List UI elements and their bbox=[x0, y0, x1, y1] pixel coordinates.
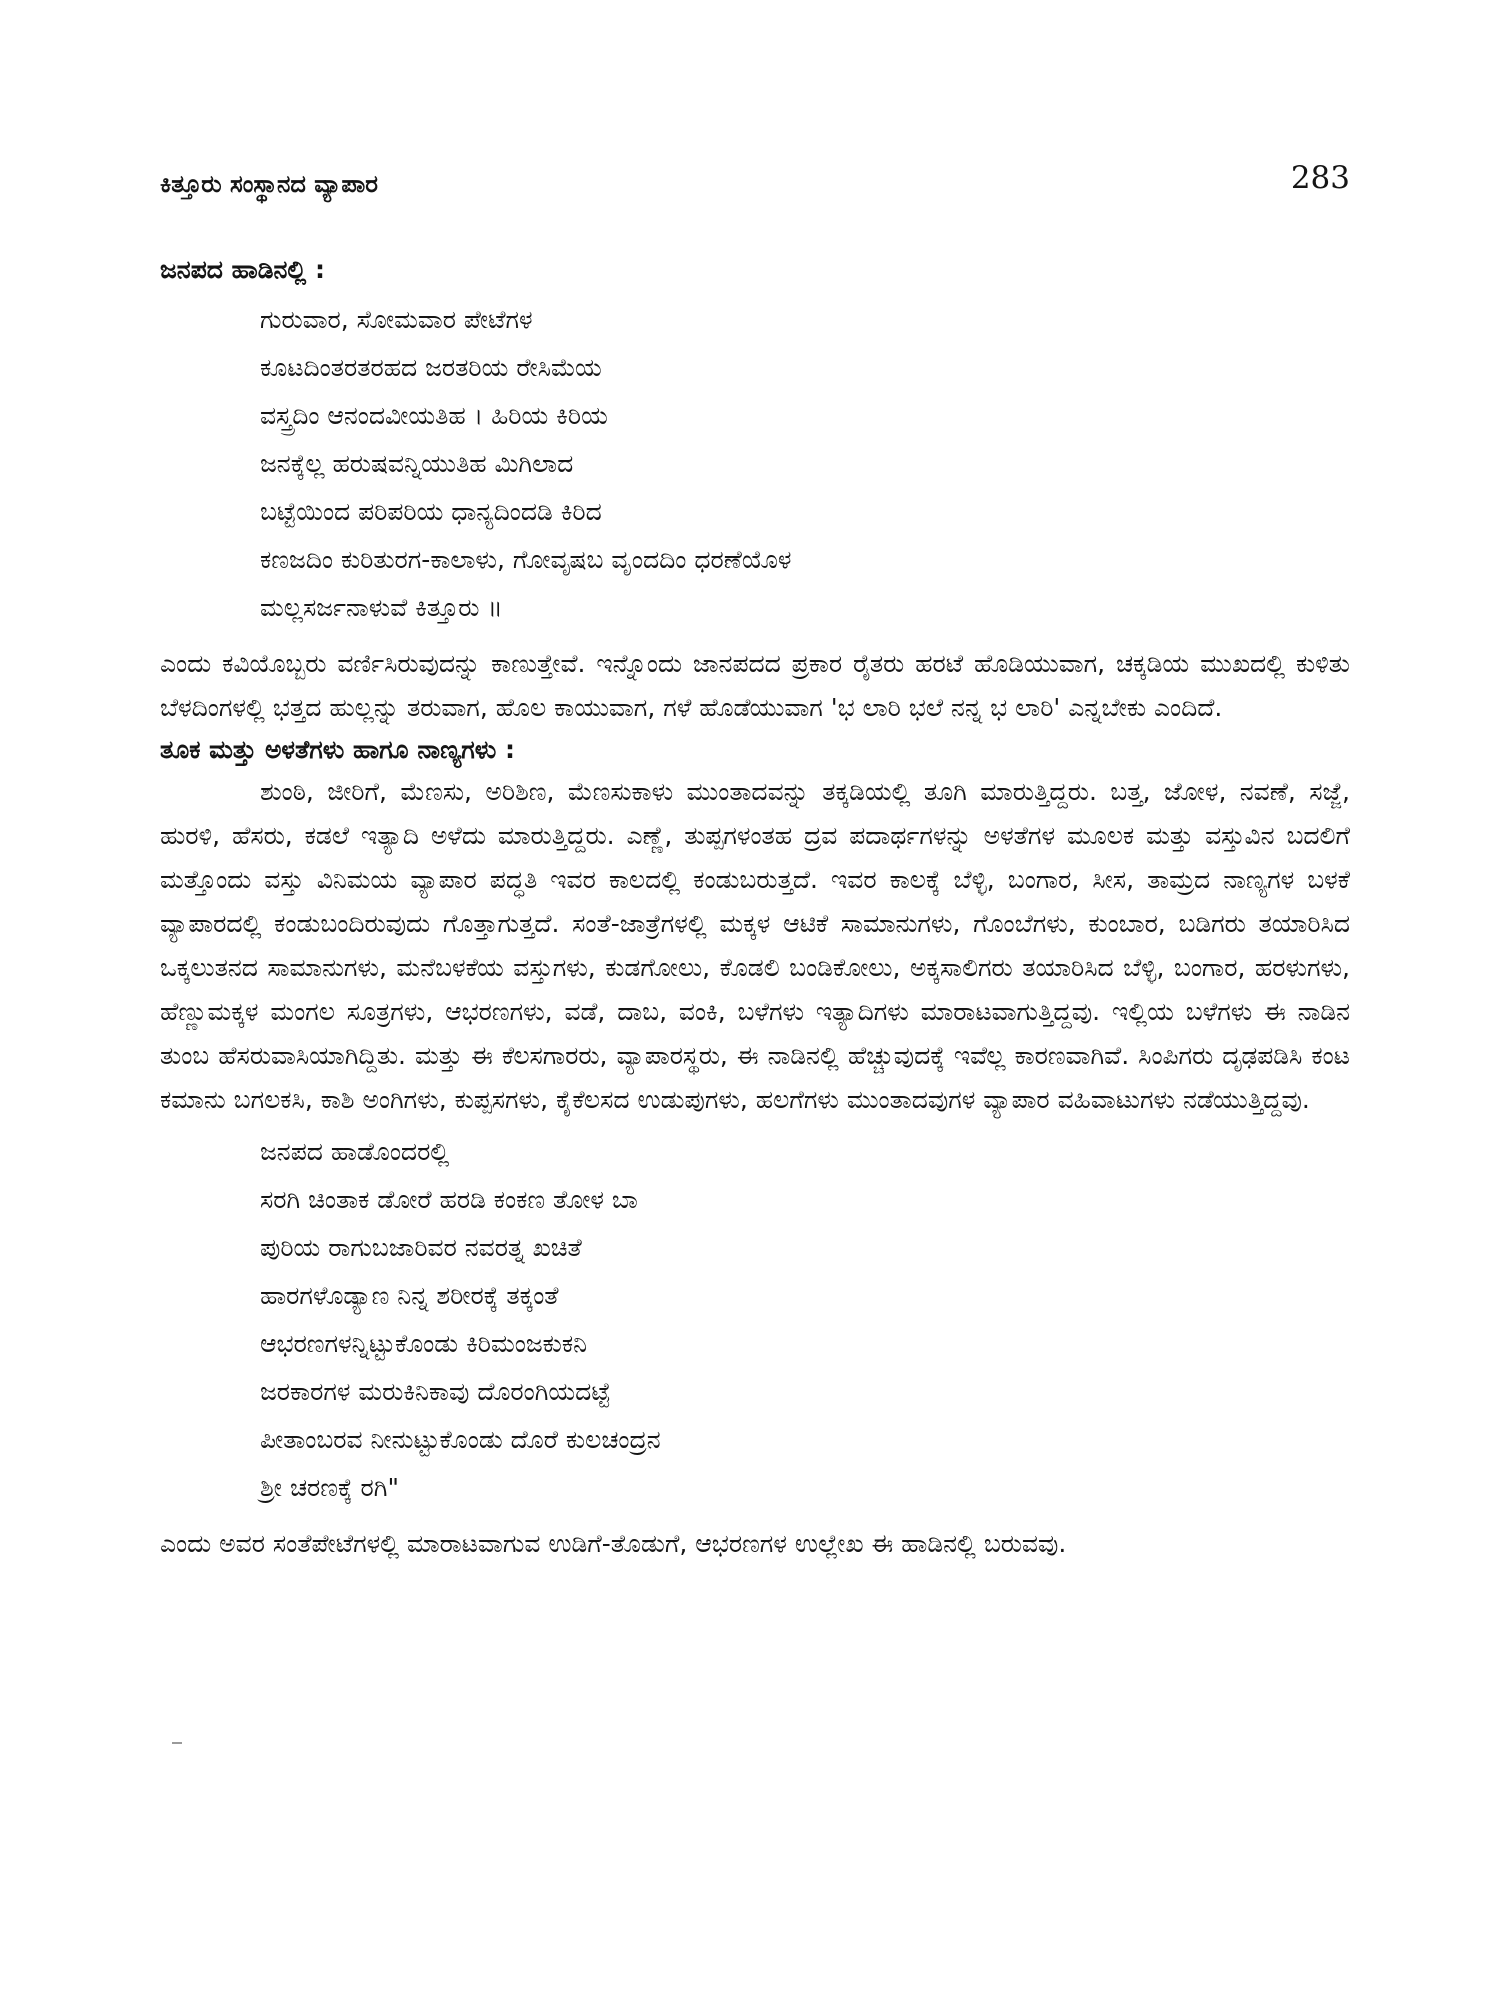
page-number: 283 bbox=[1290, 160, 1350, 196]
running-title: ಕಿತ್ತೂರು ಸಂಸ್ಥಾನದ ವ್ಯಾಪಾರ bbox=[160, 170, 378, 198]
verse-line: ಗುರುವಾರ, ಸೋಮವಾರ ಪೇಟೆಗಳ bbox=[260, 305, 533, 334]
verse-line: ಶ್ರೀ ಚರಣಕ್ಕೆ ರಗಿ" bbox=[260, 1473, 399, 1502]
folk-verse-1 bbox=[160, 296, 1350, 632]
scan-speck bbox=[172, 1742, 182, 1744]
verse-line: ಹಾರಗಳೊಡ್ಯಾಣ ನಿನ್ನ ಶರೀರಕ್ಕೆ ತಕ್ಕಂತೆ bbox=[260, 1281, 559, 1310]
body-paragraph: ಶುಂಠಿ, ಜೀರಿಗೆ, ಮೆಣಸು, ಅರಿಶಿಣ, ಮೆಣಸುಕಾಳು ಮುಂತಾದವನ್ನು ತಕ್ಕಡಿಯಲ್ಲಿ ತೂಗಿ ಮಾರುತ್ತಿದ್ದರು. ಬತ್ತ, ಜೋಳ, ನವಣೆ, ಸಜ್ಜೆ, ಹುರಳಿ, ಹೆಸರು, ಕಡಲೆ ಇತ್ಯಾದಿ ಅಳೆದು ಮಾರುತ್ತಿದ್ದರು. ಎಣ್ಣೆ, ತುಪ್ಪಗಳಂತಹ ದ್ರವ ಪದಾರ್ಥಗಳನ್ನು ಅಳತೆಗಳ ಮೂಲಕ ಮತ್ತು ವಸ್ತುವಿನ ಬದಲಿಗೆ ಮತ್ತೊಂದು ವಸ್ತು ವಿನಿಮಯ ವ್ಯಾಪಾರ ಪದ್ಧತಿ ಇವರ ಕಾಲದಲ್ಲಿ ಕಂಡುಬರುತ್ತದೆ. ಇವರ ಕಾಲಕ್ಕೆ ಬೆಳ್ಳಿ, ಬಂಗಾರ, ಸೀಸ, ತಾಮ್ರದ ನಾಣ್ಯಗಳ ಬಳಕೆ ವ್ಯಾಪಾರದಲ್ಲಿ ಕಂಡುಬಂದಿರುವುದು ಗೊತ್ತಾಗುತ್ತದೆ. ಸಂತೆ-ಜಾತ್ರೆಗಳಲ್ಲಿ ಮಕ್ಕಳ ಆಟಿಕೆ ಸಾಮಾನುಗಳು, ಗೊಂಬೆಗಳು, ಕುಂಬಾರ, ಬಡಿಗರು ತಯಾರಿಸಿದ ಒಕ್ಕಲುತನದ ಸಾಮಾನುಗಳು, ಮನೆಬಳಕೆಯ ವಸ್ತುಗಳು, ಕುಡಗೋಲು, ಕೊಡಲಿ ಬಂಡಿಕೋಲು, ಅಕ್ಕಸಾಲಿಗರು ತಯಾರಿಸಿದ ಬೆಳ್ಳಿ, ಬಂಗಾರ, ಹರಳುಗಳು, ಹೆಣ್ಣುಮಕ್ಕಳ ಮಂಗಲ ಸೂತ್ರಗಳು, ಆಭರಣಗಳು, ವಡೆ, ದಾಬ, ವಂಕಿ, ಬಳೆಗಳು ಇತ್ಯಾದಿಗಳು ಮಾರಾಟವಾಗುತ್ತಿದ್ದವು. ಇಲ್ಲಿಯ ಬಳೆಗಳು ಈ ನಾಡಿನ ತುಂಬ ಹೆಸರುವಾಸಿಯಾಗಿದ್ದಿತು. ಮತ್ತು ಈ ಕೆಲಸಗಾರರು, ವ್ಯಾಪಾರಸ್ಥರು, ಈ ನಾಡಿನಲ್ಲಿ ಹೆಚ್ಚುವುದಕ್ಕೆ ಇವೆಲ್ಲ ಕಾರಣವಾಗಿವೆ. ಸಿಂಪಿಗರು ದೃಢಪಡಿಸಿ ಕಂಟ ಕಮಾನು ಬಗಲಕಸಿ, ಕಾಶಿ ಅಂಗಿಗಳು, ಕುಪ್ಪಸಗಳು, ಕೈಕೆಲಸದ ಉಡುಪುಗಳು, ಹಲಗೆಗಳು ಮುಂತಾದವುಗಳ ವ್ಯಾಪಾರ ವಹಿವಾಟುಗಳು ನಡೆಯುತ್ತಿದ್ದವು. bbox=[160, 777, 1350, 1114]
body-paragraph: ಎಂದು ಕವಿಯೊಬ್ಬರು ವರ್ಣಿಸಿರುವುದನ್ನು ಕಾಣುತ್ತೇವೆ. ಇನ್ನೊಂದು ಜಾನಪದದ ಪ್ರಕಾರ ರೈತರು ಹರಟೆ ಹೊಡಿಯುವಾಗ, ಚಕ್ಕಡಿಯ ಮುಖದಲ್ಲಿ ಕುಳಿತು ಬೆಳದಿಂಗಳಲ್ಲಿ ಭತ್ತದ ಹುಲ್ಲನ್ನು ತರುವಾಗ, ಹೊಲ ಕಾಯುವಾಗ, ಗಳೆ ಹೊಡೆಯುವಾಗ 'ಭ ಲಾರಿ ಭಲೆ ನನ್ನ ಭ ಲಾರಿ' ಎನ್ನಬೇಕು ಎಂದಿದೆ. bbox=[160, 649, 1350, 722]
folk-verse-2 bbox=[160, 1128, 1350, 1512]
section-heading-folk-song: ಜನಪದ ಹಾಡಿನಲ್ಲಿ : bbox=[160, 255, 325, 284]
verse-line: ಕೂಟದಿಂತರತರಹದ ಜರತರಿಯ ರೇಸಿಮೆಯ bbox=[260, 353, 602, 382]
verse-line: ಕಣಜದಿಂ ಕುರಿತುರಗ-ಕಾಲಾಳು, ಗೋವೃಷಬ ವೃಂದದಿಂ ಧರಣೆಯೊಳ bbox=[260, 545, 792, 574]
verse-line: ಪೀತಾಂಬರವ ನೀನುಟ್ಟುಕೊಂಡು ದೊರೆ ಕುಲಚಂದ್ರನ bbox=[260, 1425, 661, 1454]
page-body bbox=[160, 250, 1350, 1566]
verse-line: ಪುರಿಯ ರಾಗುಬಜಾರಿವರ ನವರತ್ನ ಖಚಿತೆ bbox=[260, 1233, 582, 1262]
verse-line: ಆಭರಣಗಳನ್ನಿಟ್ಟುಕೊಂಡು ಕಿರಿಮಂಜಕುಕನಿ bbox=[260, 1329, 587, 1358]
verse-line: ಸರಗಿ ಚಿಂತಾಕ ಡೋರೆ ಹರಡಿ ಕಂಕಣ ತೋಳ ಬಾ bbox=[260, 1185, 638, 1214]
verse-line: ಬಟ್ಟೆಯಿಂದ ಪರಿಪರಿಯ ಧಾನ್ಯದಿಂದಡಿ ಕಿರಿದ bbox=[260, 497, 602, 526]
section-heading-weights-measures: ತೂಕ ಮತ್ತು ಅಳತೆಗಳು ಹಾಗೂ ನಾಣ್ಯಗಳು : bbox=[160, 735, 515, 764]
closing-paragraph: ಎಂದು ಅವರ ಸಂತೆಪೇಟೆಗಳಲ್ಲಿ ಮಾರಾಟವಾಗುವ ಉಡಿಗೆ-ತೊಡುಗೆ, ಆಭರಣಗಳ ಉಲ್ಲೇಖ ಈ ಹಾಡಿನಲ್ಲಿ ಬರುವವು. bbox=[160, 1529, 1067, 1558]
verse-line: ಜರಕಾರಗಳ ಮರುಕಿನಿಕಾವು ದೊರಂಗಿಯದಟ್ಟೆ bbox=[260, 1377, 611, 1406]
verse-line: ಜನಪದ ಹಾಡೊಂದರಲ್ಲಿ bbox=[260, 1137, 450, 1166]
verse-line: ವಸ್ತ್ರದಿಂ ಆನಂದವೀಯತಿಹ । ಹಿರಿಯ ಕಿರಿಯ bbox=[260, 401, 608, 430]
page-header bbox=[160, 160, 1350, 210]
verse-line: ಜನಕ್ಕೆಲ್ಲ ಹರುಷವನ್ನಿಯುತಿಹ ಮಿಗಿಲಾದ bbox=[260, 449, 574, 478]
verse-line: ಮಲ್ಲಸರ್ಜನಾಳುವೆ ಕಿತ್ತೂರು ॥ bbox=[260, 593, 503, 622]
